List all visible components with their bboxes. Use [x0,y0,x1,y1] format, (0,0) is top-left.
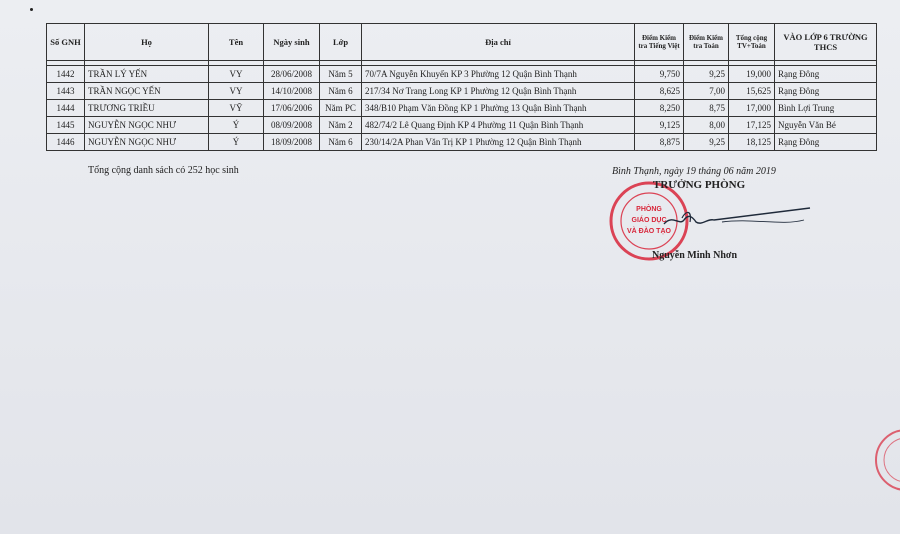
cell-so: 1445 [47,117,85,134]
cell-truong: Rạng Đông [775,134,877,151]
col-so-gnh: Số GNH [47,24,85,61]
cell-dia-chi: 482/74/2 Lê Quang Định KP 4 Phường 11 Quận Bình Thạnh [362,117,635,134]
cell-diem-tv: 9,125 [635,117,684,134]
cell-tong: 18,125 [729,134,775,151]
cell-ho: TRẦN NGỌC YẾN [85,83,209,100]
cell-ten: Ý [209,117,264,134]
cell-diem-tv: 9,750 [635,66,684,83]
cell-tong: 17,125 [729,117,775,134]
cell-so: 1446 [47,134,85,151]
svg-text:PHÒNG: PHÒNG [636,206,662,213]
cell-ho: NGUYỄN NGỌC NHƯ [85,134,209,151]
cell-ho: NGUYỄN NGỌC NHƯ [85,117,209,134]
cell-diem-tv: 8,250 [635,100,684,117]
cell-tong: 15,625 [729,83,775,100]
cell-ten: VY [209,66,264,83]
col-ho: Họ [85,24,209,61]
table-row [47,66,877,83]
signature-graphic [662,196,812,246]
col-tong-cong: Tổng cộng TV+Toán [729,24,775,61]
cell-diem-tv: 8,625 [635,83,684,100]
cell-diem-toan: 8,00 [684,117,729,134]
student-table [46,23,877,151]
table-row [47,117,877,134]
date-line: Bình Thạnh, ngày 19 tháng 06 năm 2019 [612,166,776,177]
cell-diem-toan: 9,25 [684,134,729,151]
cell-lop: Năm 2 [320,117,362,134]
cell-ngay-sinh: 18/09/2008 [264,134,320,151]
cell-lop: Năm 6 [320,134,362,151]
cell-tong: 19,000 [729,66,775,83]
cell-dia-chi: 70/7A Nguyễn Khuyến KP 3 Phường 12 Quận Bình Thạnh [362,66,635,83]
cell-tong: 17,000 [729,100,775,117]
svg-text:VÀ ĐÀO TẠO: VÀ ĐÀO TẠO [627,228,671,235]
col-lop: Lớp [320,24,362,61]
cell-ngay-sinh: 28/06/2008 [264,66,320,83]
cell-ho: TRƯƠNG TRIỀU [85,100,209,117]
cell-truong: Rạng Đông [775,66,877,83]
col-diem-tv: Điểm Kiểm tra Tiếng Việt [635,24,684,61]
cell-ho: TRẦN LÝ YẾN [85,66,209,83]
partial-stamp-edge [868,420,900,500]
cell-so: 1443 [47,83,85,100]
cell-dia-chi: 348/B10 Phạm Văn Đồng KP 1 Phường 13 Quận Bình Thạnh [362,100,635,117]
cell-dia-chi: 217/34 Nơ Trang Long KP 1 Phường 12 Quận Bình Thạnh [362,83,635,100]
col-ten: Tên [209,24,264,61]
page-dot [30,8,33,11]
cell-truong: Bình Lợi Trung [775,100,877,117]
table-row [47,83,877,100]
table-row [47,100,877,117]
col-ngay-sinh: Ngày sinh [264,24,320,61]
svg-text:GIÁO DỤC: GIÁO DỤC [631,217,667,224]
signer-name: Nguyễn Minh Nhơn [652,250,738,261]
total-count-text: Tổng cộng danh sách có 252 học sinh [88,165,239,176]
cell-ten: VY [209,83,264,100]
col-vao-lop: VÀO LỚP 6 TRƯỜNG THCS [775,24,877,61]
cell-lop: Năm PC [320,100,362,117]
cell-dia-chi: 230/14/2A Phan Văn Trị KP 1 Phường 12 Quận Bình Thạnh [362,134,635,151]
cell-lop: Năm 6 [320,83,362,100]
cell-diem-tv: 8,875 [635,134,684,151]
table-row [47,134,877,151]
cell-ngay-sinh: 14/10/2008 [264,83,320,100]
col-dia-chi: Địa chỉ [362,24,635,61]
cell-diem-toan: 8,75 [684,100,729,117]
table-header-row [47,24,877,61]
cell-truong: Rạng Đông [775,83,877,100]
cell-ngay-sinh: 08/09/2008 [264,117,320,134]
cell-so: 1442 [47,66,85,83]
signer-role: TRƯỞNG PHÒNG [653,179,746,191]
cell-diem-toan: 7,00 [684,83,729,100]
cell-ten: VỸ [209,100,264,117]
cell-truong: Nguyễn Văn Bé [775,117,877,134]
cell-diem-toan: 9,25 [684,66,729,83]
cell-ngay-sinh: 17/06/2006 [264,100,320,117]
cell-so: 1444 [47,100,85,117]
col-diem-toan: Điểm Kiểm tra Toán [684,24,729,61]
cell-ten: Ý [209,134,264,151]
cell-lop: Năm 5 [320,66,362,83]
